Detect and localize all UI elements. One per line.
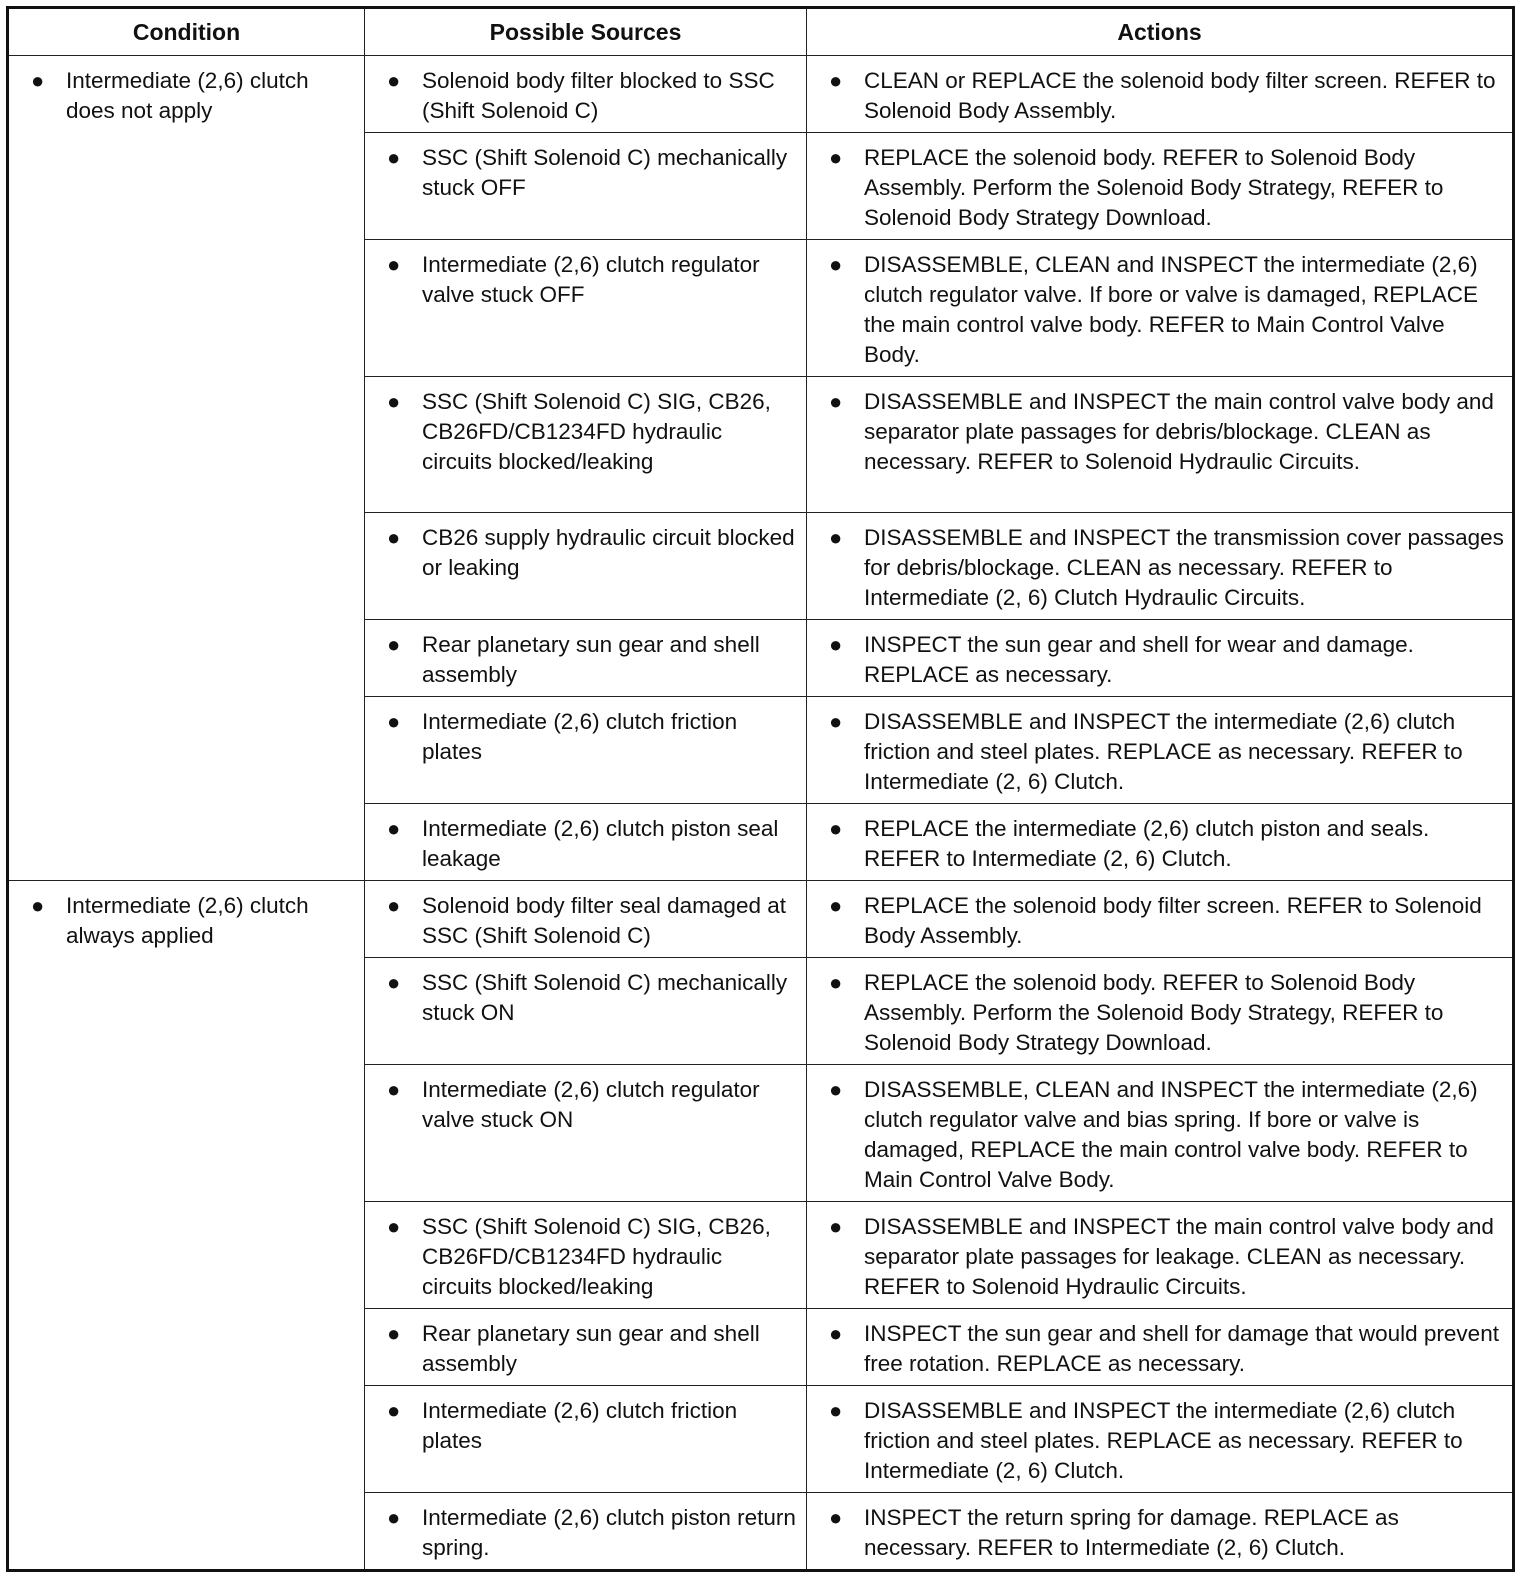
header-possible-sources: Possible Sources	[365, 8, 807, 56]
bullet-icon: ●	[829, 893, 843, 918]
source-cell-text: Solenoid body filter seal damaged at SSC (Shift Solenoid C)	[422, 893, 786, 948]
bullet-icon: ●	[387, 1214, 401, 1239]
source-cell	[365, 1493, 807, 1571]
action-cell-text: DISASSEMBLE and INSPECT the intermediate (2,6) clutch friction and steel plates. REPLACE as necessary. REFER to Intermediate (2, 6) Clutch.	[864, 709, 1463, 794]
action-cell	[807, 620, 1514, 697]
action-cell-text: DISASSEMBLE and INSPECT the main control valve body and separator plate passages for leakage. CLEAN as necessary. REFER to Solenoid Hydraulic Circuits.	[864, 1214, 1494, 1299]
bullet-icon: ●	[387, 1077, 401, 1102]
action-cell-text: DISASSEMBLE and INSPECT the intermediate (2,6) clutch friction and steel plates. REPLACE as necessary. REFER to Intermediate (2, 6) Clutch.	[864, 1398, 1463, 1483]
bullet-icon: ●	[829, 816, 843, 841]
source-cell-text: Intermediate (2,6) clutch friction plates	[422, 1398, 738, 1453]
bullet-icon: ●	[387, 68, 401, 93]
bullet-icon: ●	[387, 709, 401, 734]
action-cell	[807, 1202, 1514, 1309]
source-cell	[365, 1202, 807, 1309]
bullet-icon: ●	[829, 970, 843, 995]
bullet-icon: ●	[387, 525, 401, 550]
source-cell-text: SSC (Shift Solenoid C) mechanically stuck ON	[422, 970, 788, 1025]
action-cell-text: CLEAN or REPLACE the solenoid body filter screen. REFER to Solenoid Body Assembly.	[864, 68, 1496, 123]
action-cell-text: INSPECT the return spring for damage. REPLACE as necessary. REFER to Intermediate (2, 6) Clutch.	[864, 1505, 1399, 1560]
condition-cell-text: Intermediate (2,6) clutch always applied	[66, 893, 309, 948]
source-cell-text: Rear planetary sun gear and shell assembly	[422, 632, 760, 687]
bullet-icon: ●	[387, 1398, 401, 1423]
source-cell-text: Intermediate (2,6) clutch regulator valve stuck OFF	[422, 252, 760, 307]
bullet-icon: ●	[387, 1505, 401, 1530]
condition-cell-text: Intermediate (2,6) clutch does not apply	[66, 68, 309, 123]
action-cell-text: DISASSEMBLE and INSPECT the transmission cover passages for debris/blockage. CLEAN as necessary. REFER to Intermediate (2, 6) Clutch Hydraulic Circuits.	[864, 525, 1504, 610]
action-cell-text: REPLACE the solenoid body filter screen. REFER to Solenoid Body Assembly.	[864, 893, 1482, 948]
bullet-icon: ●	[387, 252, 401, 277]
bullet-icon: ●	[829, 1214, 843, 1239]
action-cell	[807, 240, 1514, 377]
action-cell-text: INSPECT the sun gear and shell for damage that would prevent free rotation. REPLACE as necessary.	[864, 1321, 1499, 1376]
table-row	[8, 56, 1514, 133]
bullet-icon: ●	[829, 145, 843, 170]
source-cell-text: Rear planetary sun gear and shell assembly	[422, 1321, 760, 1376]
table-row	[8, 881, 1514, 958]
source-cell	[365, 620, 807, 697]
source-cell-text: Intermediate (2,6) clutch piston seal leakage	[422, 816, 779, 871]
source-cell-text: SSC (Shift Solenoid C) SIG, CB26, CB26FD/CB1234FD hydraulic circuits blocked/leaking	[422, 1214, 771, 1299]
bullet-icon: ●	[829, 632, 843, 657]
header-row	[8, 8, 1514, 56]
bullet-icon: ●	[829, 1505, 843, 1530]
action-cell	[807, 804, 1514, 881]
source-cell	[365, 1065, 807, 1202]
action-cell-text: DISASSEMBLE and INSPECT the main control valve body and separator plate passages for debris/blockage. CLEAN as necessary. REFER to Solenoid Hydraulic Circuits.	[864, 389, 1494, 474]
source-cell	[365, 697, 807, 804]
bullet-icon: ●	[829, 709, 843, 734]
action-cell-text: REPLACE the intermediate (2,6) clutch piston and seals. REFER to Intermediate (2, 6) Clutch.	[864, 816, 1430, 871]
source-cell-text: Intermediate (2,6) clutch piston return spring.	[422, 1505, 796, 1560]
bullet-icon: ●	[31, 893, 45, 918]
bullet-icon: ●	[829, 1398, 843, 1423]
diagnostic-table	[6, 6, 1515, 1572]
source-cell-text: SSC (Shift Solenoid C) mechanically stuck OFF	[422, 145, 788, 200]
action-cell	[807, 377, 1514, 513]
header-actions: Actions	[807, 8, 1514, 56]
bullet-icon: ●	[829, 389, 843, 414]
source-cell	[365, 804, 807, 881]
source-cell-text: CB26 supply hydraulic circuit blocked or leaking	[422, 525, 795, 580]
action-cell	[807, 697, 1514, 804]
bullet-icon: ●	[387, 1321, 401, 1346]
table-body	[8, 56, 1514, 1571]
action-cell	[807, 881, 1514, 958]
condition-cell	[8, 56, 365, 881]
action-cell	[807, 1065, 1514, 1202]
source-cell	[365, 1386, 807, 1493]
action-cell	[807, 1309, 1514, 1386]
bullet-icon: ●	[829, 525, 843, 550]
bullet-icon: ●	[31, 68, 45, 93]
bullet-icon: ●	[387, 389, 401, 414]
source-cell	[365, 1309, 807, 1386]
source-cell-text: Intermediate (2,6) clutch regulator valve stuck ON	[422, 1077, 760, 1132]
source-cell	[365, 133, 807, 240]
action-cell	[807, 56, 1514, 133]
action-cell	[807, 1386, 1514, 1493]
source-cell	[365, 958, 807, 1065]
bullet-icon: ●	[387, 970, 401, 995]
source-cell	[365, 513, 807, 620]
bullet-icon: ●	[387, 816, 401, 841]
bullet-icon: ●	[387, 632, 401, 657]
action-cell-text: INSPECT the sun gear and shell for wear and damage. REPLACE as necessary.	[864, 632, 1414, 687]
bullet-icon: ●	[387, 893, 401, 918]
bullet-icon: ●	[829, 1077, 843, 1102]
bullet-icon: ●	[387, 145, 401, 170]
source-cell-text: Intermediate (2,6) clutch friction plates	[422, 709, 738, 764]
action-cell	[807, 133, 1514, 240]
source-cell	[365, 56, 807, 133]
action-cell-text: DISASSEMBLE, CLEAN and INSPECT the intermediate (2,6) clutch regulator valve. If bore or valve is damaged, REPLACE the main control valve body. REFER to Main Control Valve Body.	[864, 252, 1479, 367]
header-condition: Condition	[8, 8, 365, 56]
action-cell	[807, 958, 1514, 1065]
source-cell	[365, 240, 807, 377]
action-cell-text: REPLACE the solenoid body. REFER to Solenoid Body Assembly. Perform the Solenoid Body Strategy, REFER to Solenoid Body Strategy Download.	[864, 970, 1444, 1055]
bullet-icon: ●	[829, 1321, 843, 1346]
source-cell-text: Solenoid body filter blocked to SSC (Shift Solenoid C)	[422, 68, 775, 123]
action-cell-text: REPLACE the solenoid body. REFER to Solenoid Body Assembly. Perform the Solenoid Body Strategy, REFER to Solenoid Body Strategy Download.	[864, 145, 1444, 230]
source-cell-text: SSC (Shift Solenoid C) SIG, CB26, CB26FD/CB1234FD hydraulic circuits blocked/leaking	[422, 389, 771, 474]
action-cell-text: DISASSEMBLE, CLEAN and INSPECT the intermediate (2,6) clutch regulator valve and bias spring. If bore or valve is damaged, REPLACE the main control valve body. REFER to Main Control Valve Body.	[864, 1077, 1478, 1192]
source-cell	[365, 377, 807, 513]
action-cell	[807, 513, 1514, 620]
condition-cell	[8, 881, 365, 1571]
source-cell	[365, 881, 807, 958]
action-cell	[807, 1493, 1514, 1571]
bullet-icon: ●	[829, 252, 843, 277]
bullet-icon: ●	[829, 68, 843, 93]
